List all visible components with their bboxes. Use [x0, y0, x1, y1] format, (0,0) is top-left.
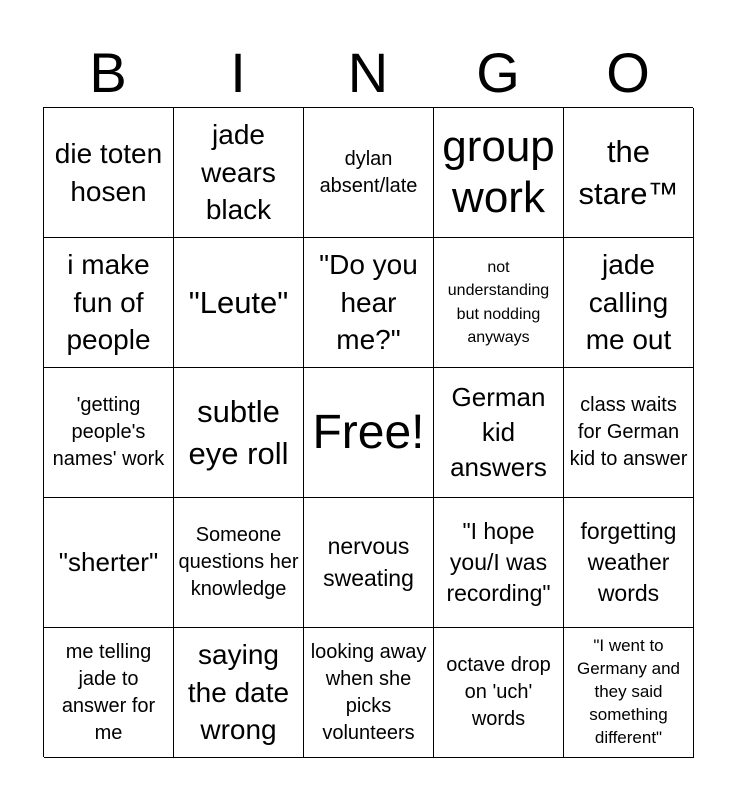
cell-text: "I hope you/I was recording" — [446, 517, 551, 607]
bingo-cell[interactable] — [434, 628, 564, 758]
cell-text: "sherter" — [58, 546, 159, 577]
cell-text: octave drop on 'uch' words — [446, 654, 551, 730]
cell-text: dylan absent/late — [319, 147, 418, 197]
bingo-cell[interactable] — [44, 238, 174, 368]
bingo-cell[interactable] — [564, 108, 694, 238]
cell-text: Someone questions her knowledge — [178, 524, 299, 600]
header-letter-g: G — [476, 41, 520, 104]
cell-text: class waits for German kid to answer — [569, 394, 688, 470]
bingo-cell[interactable] — [174, 368, 304, 498]
bingo-cell[interactable] — [174, 108, 304, 238]
bingo-cell[interactable] — [44, 628, 174, 758]
bingo-cell[interactable] — [304, 628, 434, 758]
free-space-text: Free! — [312, 405, 425, 459]
header-letter-i: I — [230, 41, 246, 104]
cell-text: "I went to Germany and they said something different" — [577, 636, 680, 747]
cell-text: jade wears black — [201, 118, 276, 226]
bingo-cell[interactable] — [564, 368, 694, 498]
cell-text: group work — [442, 121, 555, 222]
bingo-cell[interactable] — [44, 108, 174, 238]
bingo-cell[interactable] — [304, 238, 434, 368]
bingo-cell[interactable] — [434, 238, 564, 368]
cell-text: nervous sweating — [323, 533, 414, 591]
cell-text: "Do you hear me?" — [319, 248, 418, 356]
bingo-cell[interactable] — [434, 368, 564, 498]
cell-text: looking away when she picks volunteers — [310, 640, 427, 744]
bingo-cell[interactable] — [564, 628, 694, 758]
bingo-grid — [43, 107, 693, 757]
bingo-header — [43, 40, 693, 106]
bingo-cell[interactable] — [174, 238, 304, 368]
header-letter-o: O — [606, 41, 650, 104]
header-letter-n: N — [347, 41, 389, 104]
cell-text: i make fun of people — [66, 248, 151, 356]
free-space-cell[interactable] — [304, 368, 434, 498]
header-letter-b: B — [89, 41, 127, 104]
cell-text: German kid answers — [450, 381, 547, 483]
bingo-cell[interactable] — [434, 498, 564, 628]
bingo-cell[interactable] — [304, 498, 434, 628]
bingo-cell[interactable] — [304, 108, 434, 238]
cell-text: forgetting weather words — [580, 517, 677, 607]
bingo-cell[interactable] — [44, 368, 174, 498]
cell-text: die toten hosen — [54, 137, 163, 207]
cell-text: not understanding but nodding anyways — [447, 259, 550, 346]
bingo-cell[interactable] — [174, 628, 304, 758]
cell-text: me telling jade to answer for me — [61, 640, 156, 744]
bingo-cell[interactable] — [564, 238, 694, 368]
bingo-cell[interactable] — [564, 498, 694, 628]
bingo-cell[interactable] — [174, 498, 304, 628]
bingo-cell[interactable] — [434, 108, 564, 238]
cell-text: 'getting people's names' work — [52, 394, 165, 470]
cell-text: saying the date wrong — [187, 638, 290, 746]
cell-text: jade calling me out — [585, 248, 672, 356]
bingo-cell[interactable] — [44, 498, 174, 628]
cell-text: subtle eye roll — [188, 393, 289, 471]
cell-text: "Leute" — [188, 284, 289, 320]
cell-text: the stare™ — [578, 133, 679, 211]
